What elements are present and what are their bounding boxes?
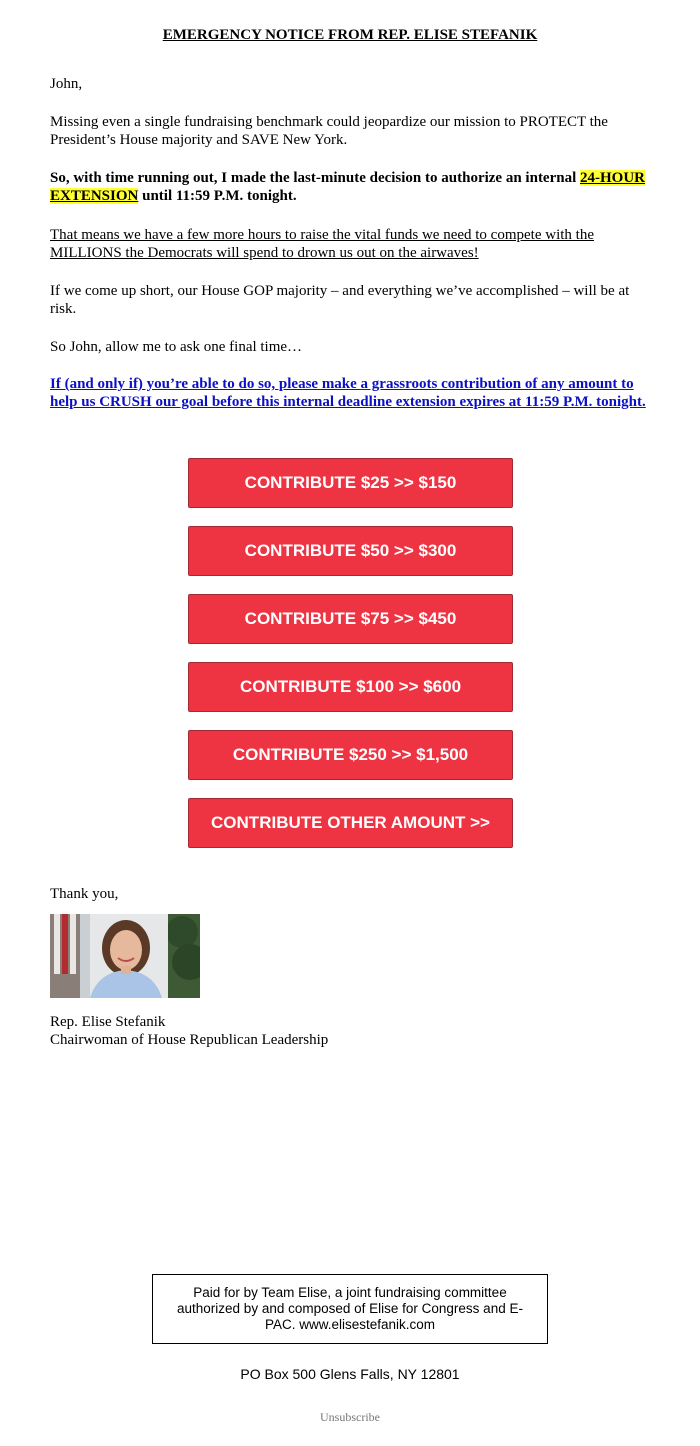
greeting: John, [50, 76, 83, 92]
contribute-100-button[interactable]: CONTRIBUTE $100 >> $600 [188, 662, 513, 712]
contribute-other-button[interactable]: CONTRIBUTE OTHER AMOUNT >> [188, 798, 513, 848]
unsubscribe-link[interactable]: Unsubscribe [320, 1410, 380, 1424]
paragraph-extension [50, 170, 650, 205]
contribute-50-button[interactable]: CONTRIBUTE $50 >> $300 [188, 526, 513, 576]
signature-photo [50, 914, 200, 998]
paid-for-disclaimer: Paid for by Team Elise, a joint fundraising committee authorized by and composed of Elise for Congress and E-PAC. www.elisestefanik.com [152, 1274, 548, 1344]
paragraph-millions: That means we have a few more hours to raise the vital funds we need to compete with the MILLIONS the Democrats will spend to drown us out on the airwaves! [50, 227, 594, 261]
email-title: EMERGENCY NOTICE FROM REP. ELISE STEFANIK [162, 27, 538, 43]
signature-role: Chairwoman of House Republican Leadership [50, 1032, 329, 1048]
extension-highlight: 24-HOUR EXTENSION [50, 170, 646, 204]
extension-text-pre: So, with time running out, I made the last-minute decision to authorize an internal [50, 170, 581, 186]
paragraph-benchmark: Missing even a single fundraising benchmark could jeopardize our mission to PROTECT the President’s House majority and SAVE New York. [50, 114, 608, 148]
paragraph-risk: If we come up short, our House GOP majority – and everything we’ve accomplished – will be at risk. [50, 283, 630, 317]
extension-text-post: until 11:59 P.M. tonight. [138, 187, 297, 204]
mailing-address: PO Box 500 Glens Falls, NY 12801 [240, 1366, 460, 1382]
signature-name: Rep. Elise Stefanik [50, 1014, 166, 1030]
contribution-link[interactable]: If (and only if) you’re able to do so, please make a grassroots contribution of any amount to help us CRUSH our goal before this internal deadline extension expires at 11:59 P.M. tonight. [50, 376, 646, 410]
contribute-250-button[interactable]: CONTRIBUTE $250 >> $1,500 [188, 730, 513, 780]
contribute-25-button[interactable]: CONTRIBUTE $25 >> $150 [188, 458, 513, 508]
paragraph-final-ask: So John, allow me to ask one final time… [50, 339, 303, 355]
contribute-75-button[interactable]: CONTRIBUTE $75 >> $450 [188, 594, 513, 644]
closing: Thank you, [50, 886, 119, 902]
